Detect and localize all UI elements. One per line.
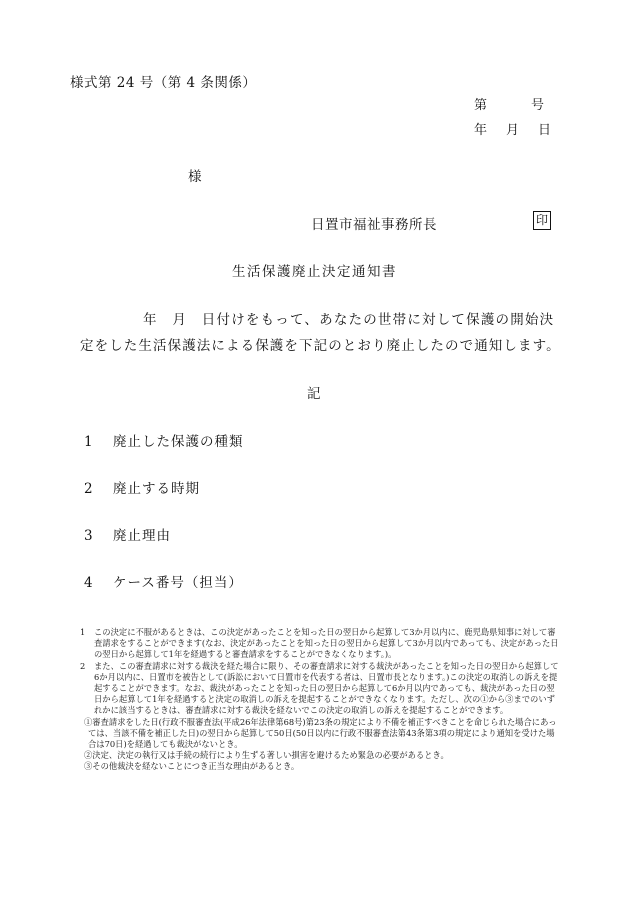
document-number-prefix: 第 bbox=[474, 98, 488, 113]
item-1 bbox=[84, 430, 244, 450]
item-number: 2 bbox=[84, 481, 94, 497]
item-2 bbox=[84, 477, 200, 497]
item-label: 廃止理由 bbox=[113, 528, 171, 544]
date-day: 日 bbox=[538, 123, 552, 138]
footnote-2-condition-3: ③その他裁決を経ないことにつき正当な理由があるとき。 bbox=[84, 761, 300, 772]
document-number bbox=[474, 94, 544, 113]
body-line-2: 定をした生活保護法による保護を下記のとおり廃止したので通知します。 bbox=[80, 338, 561, 354]
ki-heading: 記 bbox=[307, 386, 321, 402]
footnote-text: この決定に不服があるときは、この決定があったことを知った日の翌日から起算して3か月以内に、鹿児島県知事に対して審査請求をすることができます(なお、決定があったことを知った日の翌日から起算して3か月以内であっても、決定があった日の翌日から起算して1年を経過すると審査請求をすることができなくなります。)。 bbox=[94, 627, 559, 660]
body-line-1: 年 月 日付けをもって、あなたの世帯に対して保護の開始決 bbox=[143, 312, 555, 328]
footnotes bbox=[78, 627, 562, 773]
document-date bbox=[474, 119, 551, 138]
date-month: 月 bbox=[506, 123, 520, 138]
document-title: 生活保護廃止決定通知書 bbox=[232, 264, 397, 280]
footnote-2 bbox=[78, 661, 562, 717]
form-number: 様式第 24 号（第 4 条関係） bbox=[70, 75, 257, 91]
footnote-2-condition-1: ①審査請求をした日(行政不服審査法(平成26年法律第68号)第23条の規定により不備を補正すべきことを命じられた場合にあっては、当該不備を補正した日)の翌日から起算して50日(50日以内に行政不服審査法第43条第3項の規定により通知を受けた場合は70日)を経過しても裁決がないとき。 bbox=[84, 716, 557, 750]
footnote-2-condition-2: ②決定、決定の執行又は手続の続行により生ずる著しい損害を避けるため緊急の必要があるとき。 bbox=[84, 750, 449, 761]
item-number: 3 bbox=[84, 528, 94, 544]
item-4 bbox=[84, 571, 243, 591]
date-year: 年 bbox=[474, 123, 488, 138]
footnote-number: 2 bbox=[80, 660, 86, 671]
seal-mark: 印 bbox=[533, 211, 551, 230]
item-3 bbox=[84, 524, 171, 544]
footnote-text: また、この審査請求に対する裁決を経た場合に限り、その審査請求に対する裁決があったことを知った日の翌日から起算して6か月以内に、日置市を被告として(訴訟において日置市を代表する者は、日置市長となります。)この決定の取消しの訴えを提起することができます。なお、裁決があったことを知った日の翌日から起算して6か月以内であっても、裁決があった日の翌日から起算して1年を経過すると決定の取消しの訴えを提起することができなくなります。ただし、次の①から③までのいずれかに該当するときは、審査請求に対する裁決を経ないでこの決定の取消しの訴えを提起することができます。 bbox=[94, 660, 559, 716]
issuer-name: 日置市福祉事務所長 bbox=[311, 217, 437, 233]
item-label: ケース番号（担当） bbox=[113, 575, 243, 591]
item-number: 1 bbox=[84, 434, 94, 450]
footnote-1 bbox=[78, 627, 562, 661]
footnote-number: 1 bbox=[80, 627, 86, 637]
item-label: 廃止した保護の種類 bbox=[113, 434, 244, 450]
item-number: 4 bbox=[84, 575, 94, 591]
addressee-suffix: 様 bbox=[188, 169, 202, 185]
document-number-suffix: 号 bbox=[531, 98, 545, 113]
item-label: 廃止する時期 bbox=[113, 481, 200, 497]
